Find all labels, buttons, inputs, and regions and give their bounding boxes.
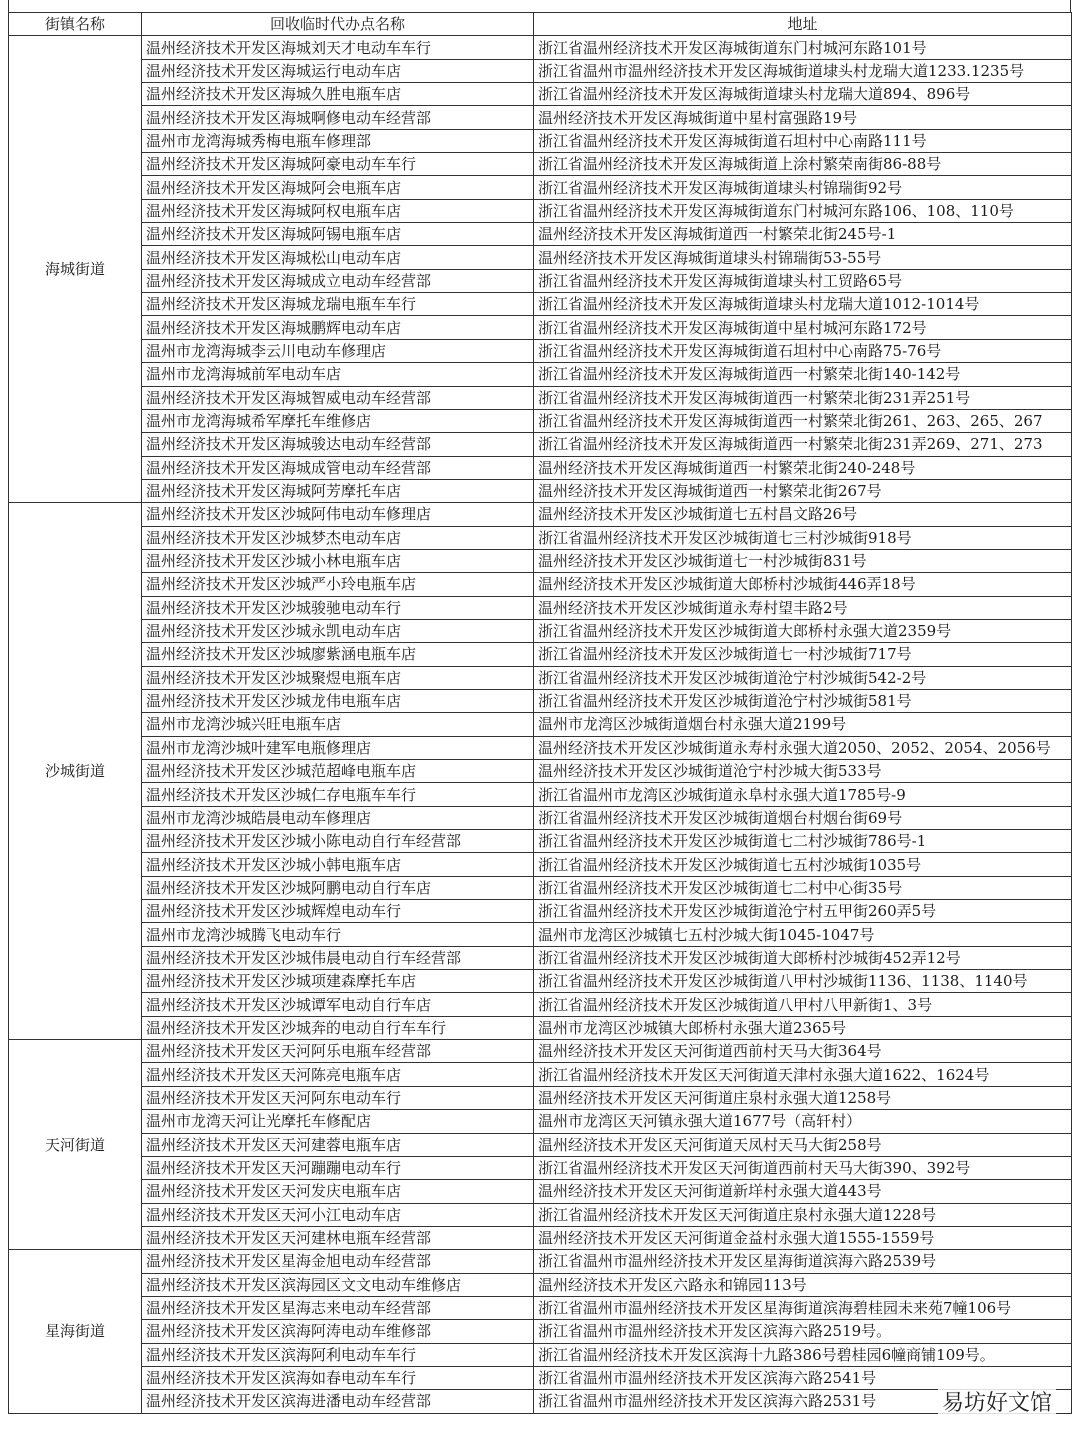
address-cell: 浙江省温州经济技术开发区海城街道石坦村中心南路75-76号	[534, 339, 1072, 362]
table-row	[9, 59, 1072, 82]
table-row	[9, 36, 1072, 59]
point-name-cell: 温州经济技术开发区天河建林电瓶车经营部	[142, 1226, 534, 1249]
point-name-cell: 温州经济技术开发区沙城奔的电动自行车车行	[142, 1016, 534, 1039]
point-name-cell: 温州经济技术开发区沙城项建森摩托车店	[142, 970, 534, 993]
table-row	[9, 1320, 1072, 1343]
address-cell: 浙江省温州经济技术开发区天河街道天津村永强大道1622、1624号	[534, 1063, 1072, 1086]
table-row	[9, 946, 1072, 969]
address-cell: 浙江省温州经济技术开发区沙城街道沧宁村五甲街260弄5号	[534, 900, 1072, 923]
address-cell: 浙江省温州经济技术开发区滨海十九路386号碧桂园6幢商铺109号。	[534, 1343, 1072, 1366]
point-name-cell: 温州经济技术开发区海城鹏辉电动车店	[142, 316, 534, 339]
address-cell: 温州经济技术开发区六路永和锦园113号	[534, 1273, 1072, 1296]
point-name-cell: 温州经济技术开发区海城运行电动车店	[142, 59, 534, 82]
header-point-name: 回收临时代办点名称	[142, 13, 534, 36]
address-cell: 温州经济技术开发区沙城街道七五村昌文路26号	[534, 503, 1072, 526]
point-name-cell: 温州经济技术开发区滨海如春电动车车行	[142, 1366, 534, 1389]
address-cell: 浙江省温州经济技术开发区天河街道西前村天马大街390、392号	[534, 1156, 1072, 1179]
address-cell: 浙江省温州经济技术开发区海城街道西一村繁荣北街140-142号	[534, 363, 1072, 386]
watermark: 易坊好文馆	[938, 1386, 1056, 1417]
table-row	[9, 316, 1072, 339]
table-row	[9, 806, 1072, 829]
table-row	[9, 456, 1072, 479]
point-name-cell: 温州经济技术开发区沙城廖紫涵电瓶车店	[142, 643, 534, 666]
point-name-cell: 温州经济技术开发区海城骏达电动车经营部	[142, 433, 534, 456]
table-row	[9, 1296, 1072, 1319]
address-cell: 浙江省温州市龙湾区沙城街道永阜村永强大道1785号-9	[534, 783, 1072, 806]
header-address: 地址	[534, 13, 1072, 36]
address-cell: 浙江省温州经济技术开发区海城街道上涂村繁荣南街86-88号	[534, 153, 1072, 176]
table-row	[9, 1156, 1072, 1179]
table-row	[9, 1343, 1072, 1366]
point-name-cell: 温州经济技术开发区星海金旭电动车经营部	[142, 1250, 534, 1273]
town-name-cell: 海城街道	[9, 36, 142, 503]
table-row	[9, 293, 1072, 316]
address-cell: 温州经济技术开发区沙城街道七一村沙城街831号	[534, 549, 1072, 572]
table-row	[9, 129, 1072, 152]
table-row	[9, 433, 1072, 456]
point-name-cell: 温州经济技术开发区沙城辉煌电动车行	[142, 900, 534, 923]
table-row	[9, 1250, 1072, 1273]
address-cell: 浙江省温州市温州经济技术开发区星海街道滨海碧桂园未来苑7幢106号	[534, 1296, 1072, 1319]
table-row	[9, 666, 1072, 689]
table-row	[9, 760, 1072, 783]
point-name-cell: 温州市龙湾海城希军摩托车维修店	[142, 409, 534, 432]
table-row	[9, 1180, 1072, 1203]
table-row	[9, 409, 1072, 432]
point-name-cell: 温州经济技术开发区滨海园区文文电动车维修店	[142, 1273, 534, 1296]
address-cell: 浙江省温州经济技术开发区海城街道埭头村龙瑞大道1012-1014号	[534, 293, 1072, 316]
table-row	[9, 830, 1072, 853]
address-cell: 温州经济技术开发区海城街道西一村繁荣北街240-248号	[534, 456, 1072, 479]
address-cell: 温州经济技术开发区沙城街道大郎桥村沙城街446弄18号	[534, 573, 1072, 596]
address-cell: 浙江省温州市温州经济技术开发区滨海六路2519号。	[534, 1320, 1072, 1343]
address-cell: 浙江省温州经济技术开发区海城街道东门村城河东路101号	[534, 36, 1072, 59]
point-name-cell: 温州经济技术开发区海城龙瑞电瓶车车行	[142, 293, 534, 316]
address-cell: 浙江省温州经济技术开发区海城街道西一村繁荣北街261、263、265、267	[534, 409, 1072, 432]
point-name-cell: 温州市龙湾海城前军电动车店	[142, 363, 534, 386]
point-name-cell: 温州经济技术开发区沙城谭军电动自行车店	[142, 993, 534, 1016]
address-cell: 温州市龙湾区沙城街道烟台村永强大道2199号	[534, 713, 1072, 736]
point-name-cell: 温州经济技术开发区海城阿会电瓶车店	[142, 176, 534, 199]
point-name-cell: 温州经济技术开发区海城久胜电瓶车店	[142, 83, 534, 106]
table-row	[9, 1203, 1072, 1226]
address-cell: 温州经济技术开发区天河街道金益村永强大道1555-1559号	[534, 1226, 1072, 1249]
town-name-cell: 沙城街道	[9, 503, 142, 1040]
address-cell: 浙江省温州经济技术开发区海城街道埭头村锦瑞街92号	[534, 176, 1072, 199]
table-row	[9, 1040, 1072, 1063]
table-row	[9, 900, 1072, 923]
address-cell: 浙江省温州经济技术开发区海城街道埭头村工贸路65号	[534, 269, 1072, 292]
table-row	[9, 153, 1072, 176]
point-name-cell: 温州市龙湾沙城腾飞电动车行	[142, 923, 534, 946]
address-cell: 温州经济技术开发区沙城街道沧宁村沙城大街533号	[534, 760, 1072, 783]
point-name-cell: 温州经济技术开发区沙城仁存电瓶车车行	[142, 783, 534, 806]
table-row	[9, 689, 1072, 712]
address-cell: 温州经济技术开发区沙城街道永寿村望丰路2号	[534, 596, 1072, 619]
point-name-cell: 温州经济技术开发区沙城聚煜电瓶车店	[142, 666, 534, 689]
table-row	[9, 1390, 1072, 1413]
address-cell: 浙江省温州经济技术开发区海城街道西一村繁荣北街231弄251号	[534, 386, 1072, 409]
table-row	[9, 339, 1072, 362]
table-row	[9, 1086, 1072, 1109]
address-cell: 浙江省温州经济技术开发区海城街道埭头村龙瑞大道894、896号	[534, 83, 1072, 106]
address-cell: 浙江省温州市温州经济技术开发区海城街道埭头村龙瑞大道1233.1235号	[534, 59, 1072, 82]
table-row	[9, 246, 1072, 269]
address-cell: 温州市龙湾区沙城镇七五村沙城大街1045-1047号	[534, 923, 1072, 946]
address-cell: 浙江省温州经济技术开发区天河街道庄泉村永强大道1228号	[534, 1203, 1072, 1226]
point-name-cell: 温州经济技术开发区天河建蓉电瓶车店	[142, 1133, 534, 1156]
point-name-cell: 温州市龙湾天河让光摩托车修配店	[142, 1110, 534, 1133]
table-row	[9, 199, 1072, 222]
point-name-cell: 温州经济技术开发区海城刘天才电动车车行	[142, 36, 534, 59]
town-name-cell: 星海街道	[9, 1250, 142, 1413]
address-cell: 温州经济技术开发区海城街道西一村繁荣北街245号-1	[534, 223, 1072, 246]
table-row	[9, 876, 1072, 899]
address-cell: 浙江省温州市温州经济技术开发区滨海六路2531号	[534, 1390, 1072, 1413]
point-name-cell: 温州市龙湾沙城兴旺电瓶车店	[142, 713, 534, 736]
point-name-cell: 温州经济技术开发区沙城范超峰电瓶车店	[142, 760, 534, 783]
point-name-cell: 温州经济技术开发区海城啊修电动车经营部	[142, 106, 534, 129]
point-name-cell: 温州经济技术开发区海城智威电动车经营部	[142, 386, 534, 409]
table-row	[9, 643, 1072, 666]
table-row	[9, 1366, 1072, 1389]
table-row	[9, 573, 1072, 596]
point-name-cell: 温州经济技术开发区海城阿豪电动车车行	[142, 153, 534, 176]
address-cell: 温州经济技术开发区海城街道西一村繁荣北街267号	[534, 479, 1072, 502]
point-name-cell: 温州市龙湾海城秀梅电瓶车修理部	[142, 129, 534, 152]
point-name-cell: 温州经济技术开发区沙城永凯电动车店	[142, 619, 534, 642]
address-cell: 浙江省温州经济技术开发区沙城街道七二村中心街35号	[534, 876, 1072, 899]
point-name-cell: 温州经济技术开发区滨海进潘电动车经营部	[142, 1390, 534, 1413]
table-row	[9, 106, 1072, 129]
table-row	[9, 1226, 1072, 1249]
address-cell: 浙江省温州经济技术开发区沙城街道八甲村八甲新街1、3号	[534, 993, 1072, 1016]
table-header-row	[9, 13, 1072, 36]
point-name-cell: 温州经济技术开发区滨海阿涛电动车维修部	[142, 1320, 534, 1343]
point-name-cell: 温州经济技术开发区天河小江电动车店	[142, 1203, 534, 1226]
point-name-cell: 温州经济技术开发区沙城阿伟电动车修理店	[142, 503, 534, 526]
point-name-cell: 温州经济技术开发区天河阿东电动车行	[142, 1086, 534, 1109]
point-name-cell: 温州经济技术开发区天河发庆电瓶车店	[142, 1180, 534, 1203]
address-cell: 浙江省温州经济技术开发区海城街道中星村城河东路172号	[534, 316, 1072, 339]
point-name-cell: 温州经济技术开发区沙城小陈电动自行车经营部	[142, 830, 534, 853]
point-name-cell: 温州经济技术开发区沙城梦杰电动车店	[142, 526, 534, 549]
table-row	[9, 269, 1072, 292]
table-row	[9, 363, 1072, 386]
table-row	[9, 479, 1072, 502]
address-cell: 浙江省温州经济技术开发区沙城街道七五村沙城街1035号	[534, 853, 1072, 876]
table-row	[9, 923, 1072, 946]
point-name-cell: 温州经济技术开发区沙城伟晨电动自行车经营部	[142, 946, 534, 969]
point-name-cell: 温州经济技术开发区沙城阿鹏电动自行车店	[142, 876, 534, 899]
address-cell: 浙江省温州经济技术开发区海城街道东门村城河东路106、108、110号	[534, 199, 1072, 222]
address-cell: 温州市龙湾区沙城镇大郎桥村永强大道2365号	[534, 1016, 1072, 1039]
address-cell: 浙江省温州经济技术开发区沙城街道七一村沙城街717号	[534, 643, 1072, 666]
point-name-cell: 温州市龙湾沙城叶建军电瓶修理店	[142, 736, 534, 759]
address-cell: 浙江省温州经济技术开发区沙城街道烟台村烟台街69号	[534, 806, 1072, 829]
address-cell: 浙江省温州经济技术开发区沙城街道大郎桥村永强大道2359号	[534, 619, 1072, 642]
address-cell: 温州经济技术开发区沙城街道永寿村永强大道2050、2052、2054、2056号	[534, 736, 1072, 759]
table-row	[9, 83, 1072, 106]
table-row	[9, 619, 1072, 642]
table-row	[9, 713, 1072, 736]
point-name-cell: 温州市龙湾沙城皓晨电动车修理店	[142, 806, 534, 829]
table-row	[9, 970, 1072, 993]
point-name-cell: 温州经济技术开发区星海志来电动车经营部	[142, 1296, 534, 1319]
table-row	[9, 1063, 1072, 1086]
address-cell: 浙江省温州经济技术开发区沙城街道八甲村沙城街1136、1138、1140号	[534, 970, 1072, 993]
point-name-cell: 温州经济技术开发区沙城严小玲电瓶车店	[142, 573, 534, 596]
point-name-cell: 温州经济技术开发区海城阿权电瓶车店	[142, 199, 534, 222]
address-cell: 浙江省温州经济技术开发区沙城街道沧宁村沙城街581号	[534, 689, 1072, 712]
address-cell: 温州市龙湾区天河镇永强大道1677号（高轩村）	[534, 1110, 1072, 1133]
header-town: 街镇名称	[9, 13, 142, 36]
address-cell: 温州经济技术开发区天河街道庄泉村永强大道1258号	[534, 1086, 1072, 1109]
table-row	[9, 503, 1072, 526]
point-name-cell: 温州经济技术开发区沙城龙伟电瓶车店	[142, 689, 534, 712]
table-body	[9, 36, 1072, 1413]
address-cell: 浙江省温州经济技术开发区沙城街道沧宁村沙城街542-2号	[534, 666, 1072, 689]
address-cell: 温州经济技术开发区天河街道天凤村天马大街258号	[534, 1133, 1072, 1156]
address-cell: 浙江省温州经济技术开发区海城街道西一村繁荣北街231弄269、271、273	[534, 433, 1072, 456]
address-cell: 温州经济技术开发区天河街道新垟村永强大道443号	[534, 1180, 1072, 1203]
address-cell: 浙江省温州市温州经济技术开发区滨海六路2541号	[534, 1366, 1072, 1389]
address-cell: 浙江省温州经济技术开发区沙城街道大郎桥村沙城街452弄12号	[534, 946, 1072, 969]
point-name-cell: 温州经济技术开发区沙城小林电瓶车店	[142, 549, 534, 572]
address-cell: 温州经济技术开发区海城街道中星村富强路19号	[534, 106, 1072, 129]
table-row	[9, 176, 1072, 199]
town-name-cell: 天河街道	[9, 1040, 142, 1250]
address-cell: 温州经济技术开发区天河街道西前村天马大街364号	[534, 1040, 1072, 1063]
table-row	[9, 596, 1072, 619]
point-name-cell: 温州经济技术开发区海城成管电动车经营部	[142, 456, 534, 479]
table-row	[9, 993, 1072, 1016]
point-name-cell: 温州经济技术开发区天河陈亮电瓶车店	[142, 1063, 534, 1086]
recycling-points-table	[8, 12, 1072, 1414]
point-name-cell: 温州市龙湾海城李云川电动车修理店	[142, 339, 534, 362]
table-row	[9, 1016, 1072, 1039]
point-name-cell: 温州经济技术开发区沙城骏驰电动车行	[142, 596, 534, 619]
address-cell: 浙江省温州市温州经济技术开发区星海街道滨海六路2539号	[534, 1250, 1072, 1273]
address-cell: 浙江省温州经济技术开发区沙城街道七二村沙城街786号-1	[534, 830, 1072, 853]
point-name-cell: 温州经济技术开发区滨海阿利电动车车行	[142, 1343, 534, 1366]
table-row	[9, 1273, 1072, 1296]
point-name-cell: 温州经济技术开发区沙城小韩电瓶车店	[142, 853, 534, 876]
table-row	[9, 526, 1072, 549]
point-name-cell: 温州经济技术开发区海城松山电动车店	[142, 246, 534, 269]
table-row	[9, 736, 1072, 759]
point-name-cell: 温州经济技术开发区海城成立电动车经营部	[142, 269, 534, 292]
address-cell: 浙江省温州经济技术开发区海城街道石坦村中心南路111号	[534, 129, 1072, 152]
address-cell: 温州经济技术开发区海城街道埭头村锦瑞街53-55号	[534, 246, 1072, 269]
table-row	[9, 1133, 1072, 1156]
point-name-cell: 温州经济技术开发区海城阿芳摩托车店	[142, 479, 534, 502]
point-name-cell: 温州经济技术开发区天河蹦蹦电动车行	[142, 1156, 534, 1179]
point-name-cell: 温州经济技术开发区天河阿乐电瓶车经营部	[142, 1040, 534, 1063]
table-row	[9, 549, 1072, 572]
table-row	[9, 386, 1072, 409]
address-cell: 浙江省温州经济技术开发区沙城街道七三村沙城街918号	[534, 526, 1072, 549]
table-row	[9, 853, 1072, 876]
table-row	[9, 1110, 1072, 1133]
table-row	[9, 783, 1072, 806]
point-name-cell: 温州经济技术开发区海城阿锡电瓶车店	[142, 223, 534, 246]
table-top-border	[8, 0, 1071, 12]
table-row	[9, 223, 1072, 246]
